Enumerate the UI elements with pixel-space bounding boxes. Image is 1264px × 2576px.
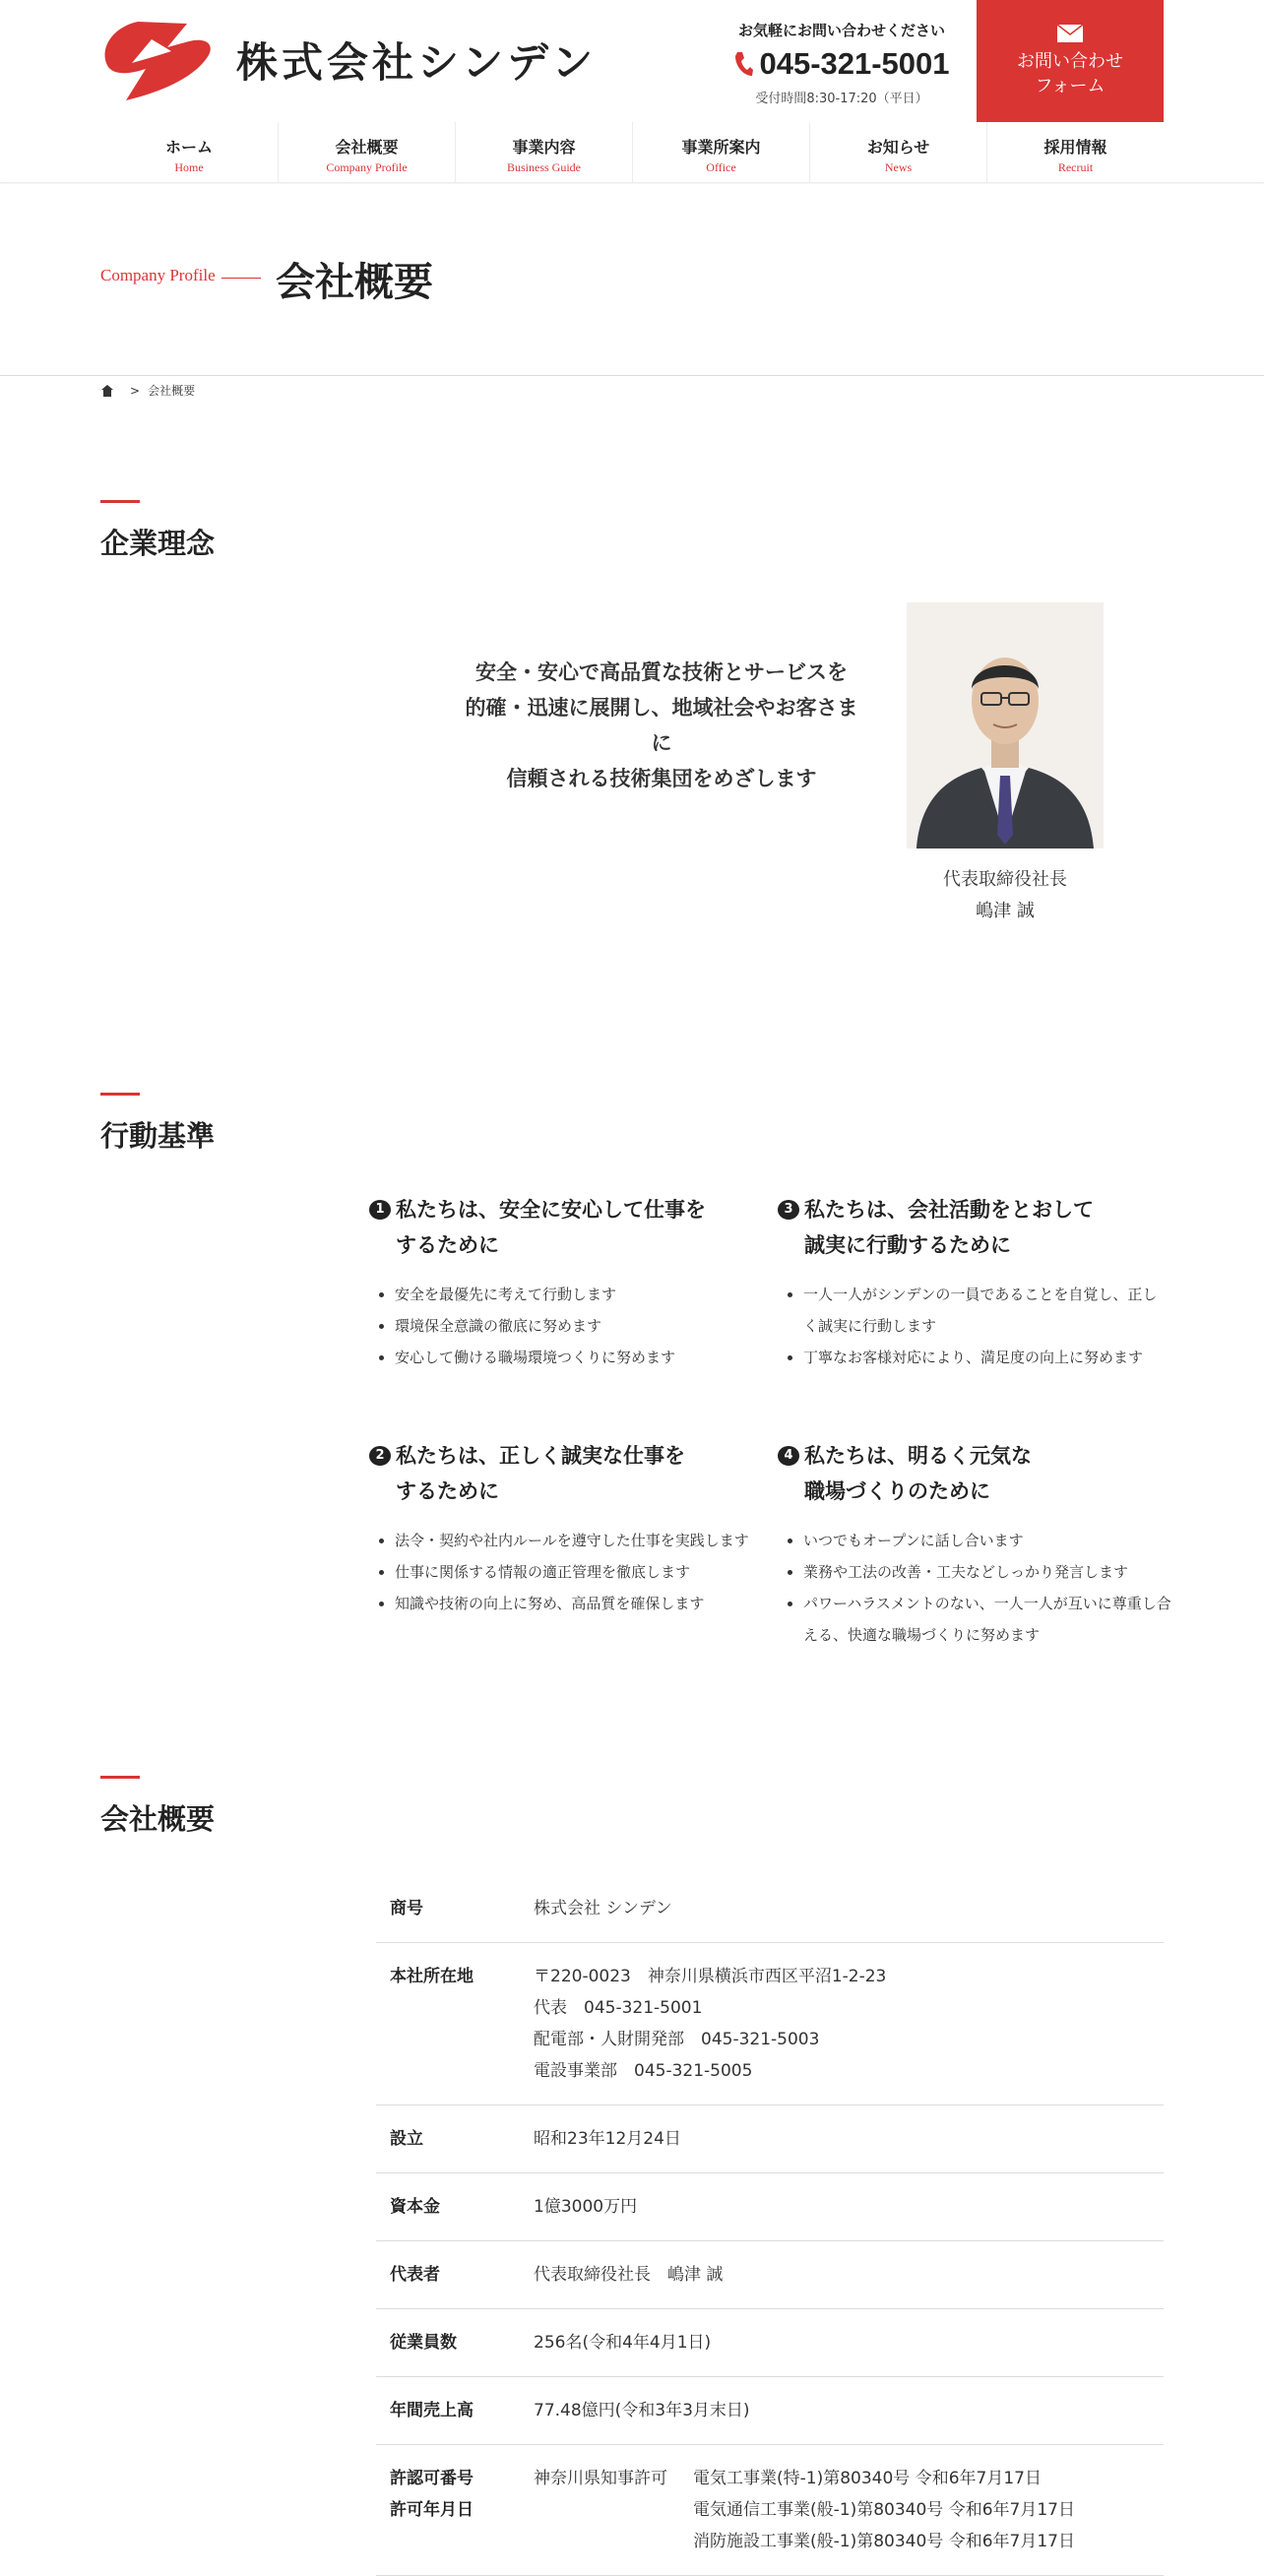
standard-heading-text: 私たちは、会社活動をとおして 誠実に行動するために (804, 1198, 1094, 1257)
standard-point: • 一人一人がシンデンの一員であることを自覚し、正しく誠実に行動します (803, 1279, 1171, 1342)
row-value: 〒220-0023 神奈川県横浜市西区平沼1-2-23 代表 045-321-5001 配電部・人財開発部 045-321-5003 電設事業部 045-321-5005 (534, 1967, 887, 2081)
section-accent (100, 1093, 140, 1096)
standard-heading (778, 1192, 1171, 1263)
standard-item-1 (369, 1192, 763, 1373)
breadcrumb (100, 382, 195, 399)
phone-icon (733, 50, 753, 78)
standard-heading-text: 私たちは、明るく元気な 職場づくりのために (804, 1444, 1032, 1503)
standard-point: • 業務や工法の改善・工夫などしっかり発言します (803, 1556, 1171, 1588)
section-title-standards: 行動基準 (100, 1119, 216, 1153)
row-label: 設立 (390, 2129, 423, 2149)
table-row (376, 2105, 1164, 2173)
standard-points (369, 1279, 763, 1373)
nav-item-home[interactable] (100, 122, 278, 183)
standard-heading (369, 1438, 763, 1509)
standard-point: • いつでもオープンに話し合います (803, 1525, 1171, 1556)
row-value: 株式会社 シンデン (534, 1899, 672, 1918)
table-row (376, 2377, 1164, 2445)
standard-number: 2 (369, 1446, 391, 1466)
company-name: 株式会社シンデン (236, 38, 598, 87)
page-hero (0, 184, 1264, 376)
nav-item-news[interactable] (809, 122, 986, 183)
ceo-portrait-image (907, 602, 1104, 848)
standard-point: • 知識や技術の向上に努め、高品質を確保します (395, 1588, 763, 1619)
standard-point: • 環境保全意識の徹底に努めます (395, 1310, 763, 1342)
section-accent (100, 500, 140, 503)
page-title: 会社概要 (276, 260, 433, 305)
table-row (376, 1943, 1164, 2105)
contact-phone-row[interactable] (709, 46, 975, 82)
nav-item-business-guide[interactable] (455, 122, 632, 183)
section-title-overview: 会社概要 (100, 1802, 216, 1836)
philosophy-line: 信頼される技術集団をめざします (506, 767, 817, 790)
row-label: 代表者 (390, 2265, 440, 2285)
site-header (0, 0, 1264, 122)
contact-form-label: お問い合わせ フォーム (1017, 51, 1123, 96)
table-row (376, 1875, 1164, 1943)
section-accent (100, 1776, 140, 1779)
hero-divider (221, 278, 261, 279)
standard-item-2 (369, 1438, 763, 1619)
nav-item-company-profile[interactable] (278, 122, 455, 183)
ceo-title: 代表取締役社長 (943, 869, 1067, 890)
nav-label-jp: ホーム (164, 138, 213, 157)
permit-list: 電気工事業(特-1)第80340号 令和6年7月17日 電気通信工事業(般-1)第80340号 令和6年7月17日 消防施設工事業(般-1)第80340号 令和6年7月17日 (693, 2469, 1075, 2551)
standard-heading (778, 1438, 1171, 1509)
contact-block (709, 20, 975, 106)
philosophy-line: 安全・安心で高品質な技術とサービスを (475, 660, 848, 684)
nav-label-jp: お知らせ (866, 138, 930, 157)
contact-form-button[interactable] (977, 0, 1164, 122)
standard-item-3 (778, 1192, 1171, 1373)
standard-points (778, 1525, 1171, 1651)
row-value: 77.48億円(令和3年3月末日) (534, 2401, 750, 2420)
standard-point: • パワーハラスメントのない、一人一人が互いに尊重し合える、快適な職場づくりに努めます (803, 1588, 1171, 1651)
home-icon[interactable] (100, 384, 114, 398)
row-label: 許認可番号 許可年月日 (390, 2469, 474, 2520)
standard-points (369, 1525, 763, 1619)
standard-point: • 安全を最優先に考えて行動します (395, 1279, 763, 1310)
breadcrumb-separator: > (130, 383, 141, 398)
section-title-philosophy: 企業理念 (100, 527, 216, 560)
global-nav (0, 122, 1264, 183)
nav-label-en: Office (706, 160, 736, 174)
ceo-portrait (907, 602, 1104, 848)
standard-item-4 (778, 1438, 1171, 1651)
nav-list (100, 122, 1164, 183)
table-row (376, 2309, 1164, 2377)
table-row (376, 2445, 1164, 2576)
logo-mark-icon (98, 18, 215, 102)
row-label: 従業員数 (390, 2333, 457, 2353)
nav-label-jp: 事業所案内 (681, 138, 761, 157)
standard-point: • 仕事に関係する情報の適正管理を徹底します (395, 1556, 763, 1588)
row-label: 資本金 (390, 2197, 440, 2217)
breadcrumb-current: 会社概要 (148, 384, 196, 398)
nav-label-en: Company Profile (326, 160, 408, 174)
row-value: 代表取締役社長 嶋津 誠 (534, 2265, 724, 2285)
table-row (376, 2173, 1164, 2241)
ceo-name: 嶋津 誠 (976, 901, 1035, 921)
company-overview-table (376, 1875, 1164, 2576)
standard-point: • 法令・契約や社内ルールを遵守した仕事を実践します (395, 1525, 763, 1556)
nav-label-jp: 会社概要 (335, 138, 399, 157)
nav-label-jp: 事業内容 (512, 138, 576, 157)
nav-item-office[interactable] (632, 122, 809, 183)
nav-label-en: News (884, 160, 913, 174)
standard-number: 3 (778, 1200, 799, 1220)
nav-label-en: Business Guide (507, 160, 581, 174)
row-value (534, 2445, 1164, 2576)
standard-heading-text: 私たちは、安全に安心して仕事を するために (396, 1198, 706, 1257)
row-label: 本社所在地 (390, 1967, 474, 1986)
row-value: 昭和23年12月24日 (534, 2129, 681, 2149)
standard-point: • 丁寧なお客様対応により、満足度の向上に努めます (803, 1342, 1171, 1373)
permit-row (534, 2463, 1164, 2557)
nav-label-en: Home (174, 160, 204, 174)
ceo-caption (907, 864, 1104, 927)
row-value: 1億3000万円 (534, 2197, 638, 2217)
standard-point: • 安心して働ける職場環境つくりに努めます (395, 1342, 763, 1373)
permit-authority: 神奈川県知事許可 (534, 2469, 667, 2488)
row-label: 商号 (390, 1899, 423, 1918)
standard-heading (369, 1192, 763, 1263)
company-logo[interactable] (98, 18, 598, 102)
standard-points (778, 1279, 1171, 1373)
standard-number: 4 (778, 1446, 799, 1466)
standard-heading-text: 私たちは、正しく誠実な仕事を するために (396, 1444, 685, 1503)
table-row (376, 2241, 1164, 2309)
nav-label-en: Recruit (1057, 160, 1094, 174)
philosophy-statement (463, 655, 860, 796)
standard-number: 1 (369, 1200, 391, 1220)
nav-item-recruit[interactable] (986, 122, 1164, 183)
contact-lead: お気軽にお問い合わせください (737, 22, 945, 39)
mail-icon (1056, 24, 1084, 43)
nav-label-jp: 採用情報 (1043, 138, 1107, 157)
hero-subtitle-en: Company Profile (100, 266, 216, 284)
contact-hours: 受付時間8:30-17:20（平日） (755, 92, 928, 106)
row-label: 年間売上高 (390, 2401, 474, 2420)
contact-phone[interactable]: 045-321-5001 (759, 46, 950, 81)
row-value: 256名(令和4年4月1日) (534, 2333, 712, 2353)
philosophy-line: 的確・迅速に展開し、地域社会やお客さまに (465, 696, 858, 755)
